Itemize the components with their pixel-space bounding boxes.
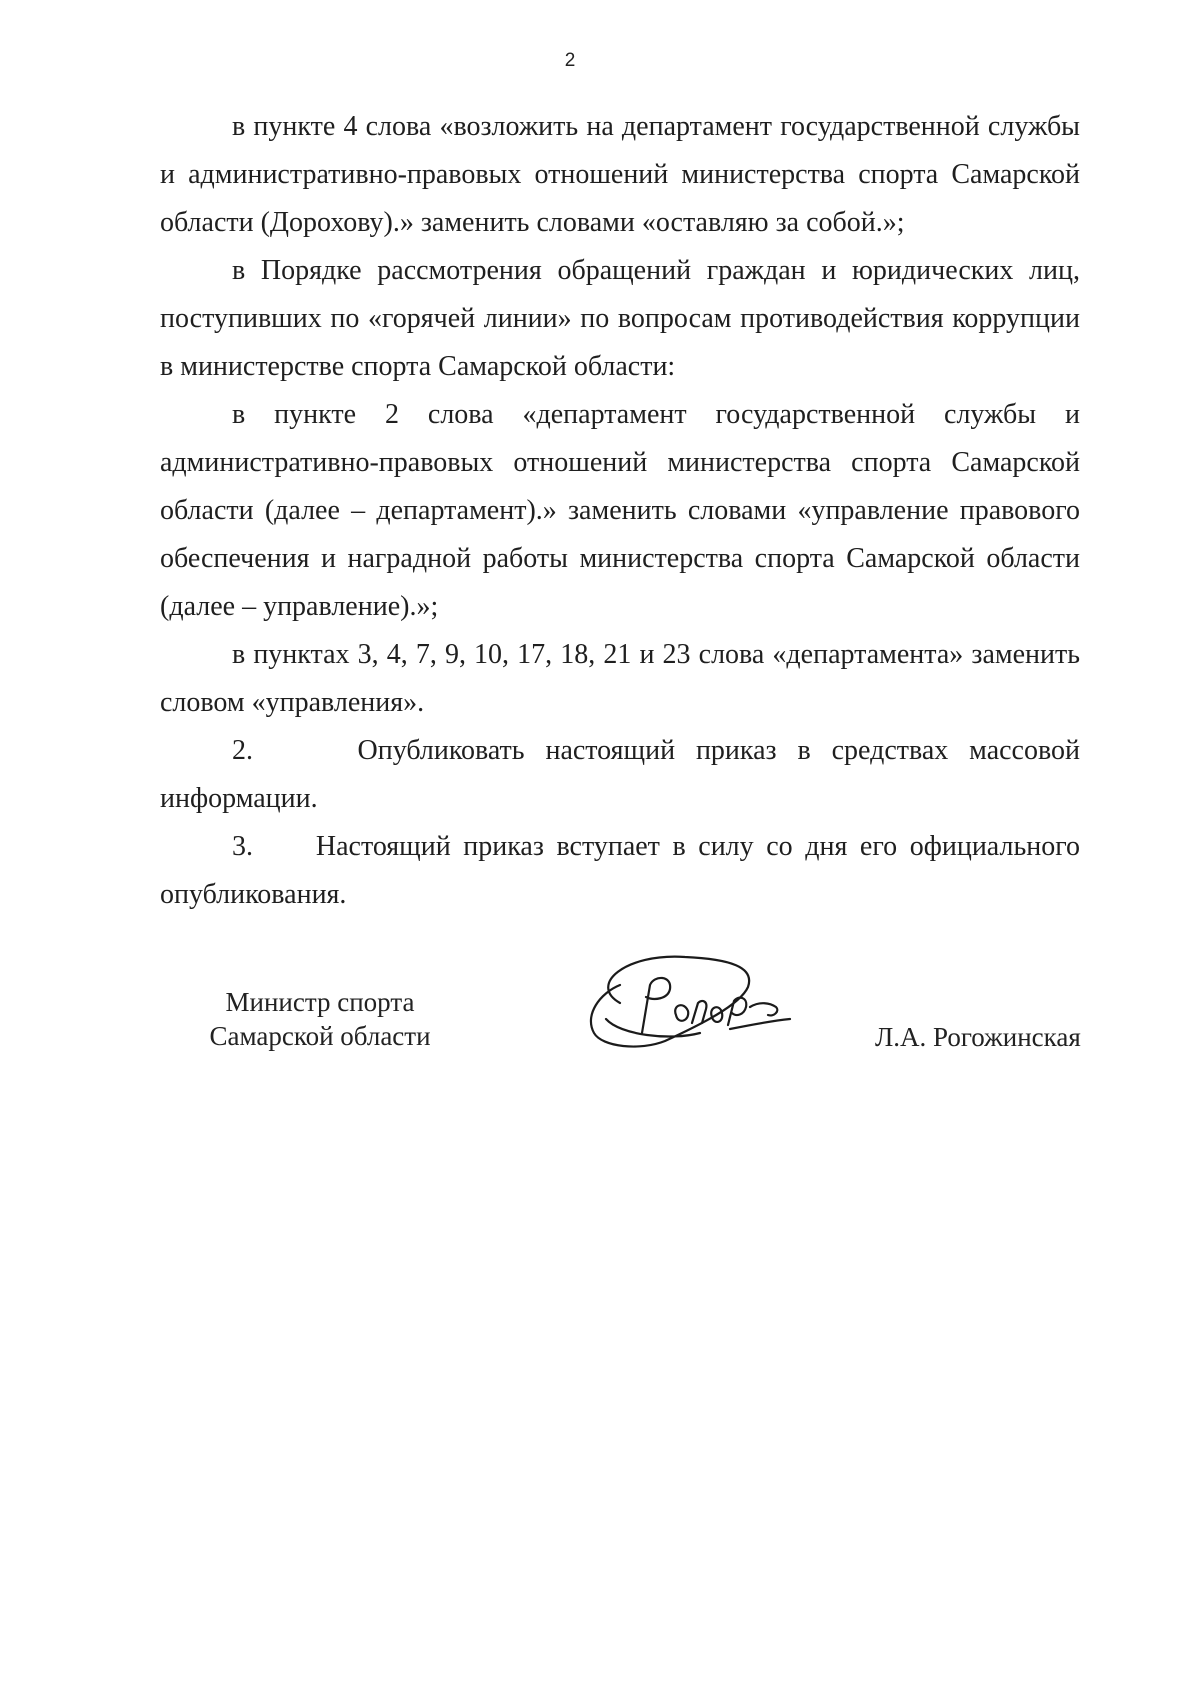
signer-name: Л.А. Рогожинская [875, 1022, 1081, 1052]
paragraph-publish-order: 2. Опубликовать настоящий приказ в средствах массовой информации. [160, 735, 1080, 814]
paragraph-item-2-amendment: в пункте 2 слова «департамент государственной службы и административно-правовых отношений министерства спорта Самарской области (далее – департамент).» заменить словами «управление правового обеспечения и наградной работы министерства спорта Самарской области (далее – управление).»; [160, 399, 1080, 622]
paragraph-item-4-amendment: в пункте 4 слова «возложить на департамент государственной службы и административно-правовых отношений министерства спорта Самарской области (Дорохову).» заменить словами «оставляю за собой.»; [160, 111, 1080, 238]
signer-title [190, 985, 450, 1053]
signer-title-line-2: Самарской области [209, 1021, 431, 1051]
page-number: 2 [564, 50, 576, 71]
paragraph-effective-date: 3. Настоящий приказ вступает в силу со дня его официального опубликования. [160, 831, 1080, 910]
signature-block [160, 945, 1120, 1065]
document-body [160, 103, 1080, 919]
signer-title-line-1: Министр спорта [225, 987, 415, 1017]
paragraph-items-list-amendment: в пунктах 3, 4, 7, 9, 10, 17, 18, 21 и 23 слова «департамента» заменить словом «управления». [160, 639, 1080, 718]
handwritten-signature [580, 945, 820, 1055]
paragraph-hotline-procedure: в Порядке рассмотрения обращений граждан и юридических лиц, поступивших по «горячей линии» по вопросам противодействия коррупции в министерстве спорта Самарской области: [160, 255, 1080, 382]
